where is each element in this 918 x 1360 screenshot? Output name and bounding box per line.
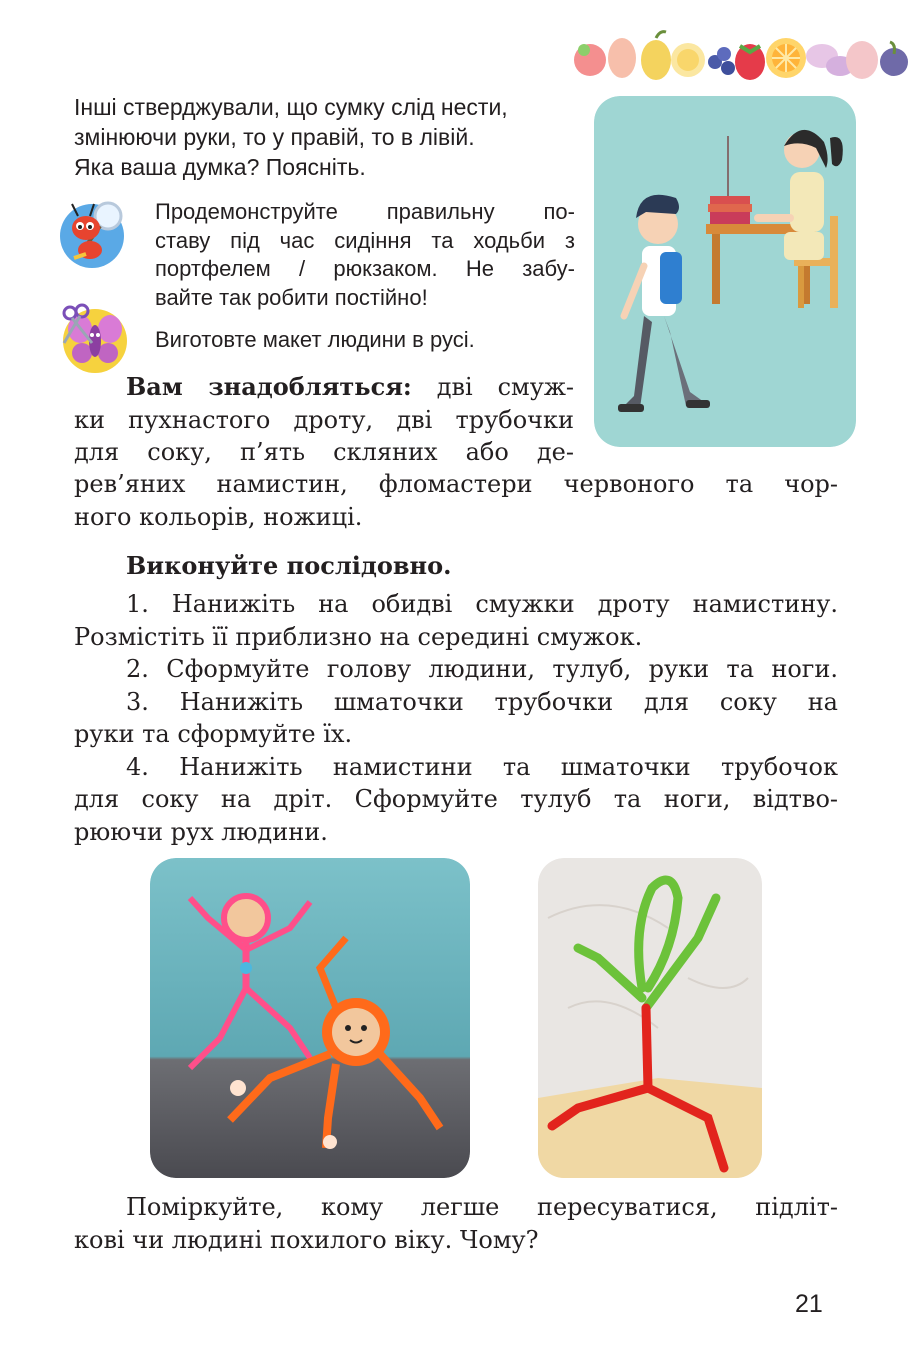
materials-paragraph <box>74 371 574 469</box>
text-line: ки пухнастого дроту, дві трубочки <box>74 405 574 434</box>
text-line: ного кольорів, ножиці. <box>74 502 363 531</box>
photo-wire-figure <box>538 858 762 1178</box>
final-question <box>74 1191 838 1256</box>
task-demonstrate <box>155 198 575 312</box>
step-2: 2. Сформуйте голову людини, тулуб, руки та ноги. <box>126 655 838 683</box>
posture-illustration <box>594 96 856 447</box>
text-line: вайте так робити постійно! <box>155 284 428 310</box>
text-line: Поміркуйте, кому легше пересуватися, підліт- <box>126 1193 838 1221</box>
materials-paragraph-cont <box>74 468 838 533</box>
steps-heading: Виконуйте послідовно. <box>126 551 452 580</box>
text-line: рев’яних намистин, фломастери червоного та чор- <box>74 470 838 498</box>
text-line: Продемонструйте правильну по- <box>155 199 575 224</box>
fruit-decoration <box>560 22 918 84</box>
text-line: для соку, п’ять скляних або де- <box>74 438 574 466</box>
text-line <box>74 371 574 404</box>
task-make-model: Виготовте макет людини в русі. <box>155 327 475 352</box>
text-line: змінюючи руки, то у правій, то в лівій. <box>74 124 475 150</box>
materials-label: Вам знадобляться: <box>126 372 412 401</box>
step-4: 4. Нанижіть намистини та шматочки трубочок <box>126 752 838 781</box>
text-line: ставу під час сидіння та ходьби з <box>155 227 575 253</box>
step-3: 3. Нанижіть шматочки трубочки для соку на <box>126 687 838 716</box>
text-line: Розмістіть її приблизно на середині смужок. <box>74 622 643 651</box>
butterfly-with-scissors-icon <box>58 303 132 375</box>
steps-list <box>74 588 838 848</box>
text-line: руки та сформуйте їх. <box>74 720 353 748</box>
ant-with-magnifier-icon <box>56 198 128 272</box>
photo-bead-figures <box>150 858 470 1178</box>
text-line: Яка ваша думка? Поясніть. <box>74 154 366 180</box>
step-1: 1. Нанижіть на обидві смужки дроту намистину. <box>126 590 838 618</box>
text-line: Інші стверджували, що сумку слід нести, <box>74 94 508 120</box>
text-line: кові чи людині похилого віку. Чому? <box>74 1225 539 1254</box>
text-line: портфелем / рюкзаком. Не забу- <box>155 256 575 281</box>
page-number: 21 <box>795 1290 823 1318</box>
text-line: для соку на дріт. Сформуйте тулуб та ноги, відтво- <box>74 785 838 813</box>
text-line: рюючи рух людини. <box>74 817 328 846</box>
intro-question <box>74 92 574 182</box>
materials-text: дві смуж- <box>411 373 575 401</box>
